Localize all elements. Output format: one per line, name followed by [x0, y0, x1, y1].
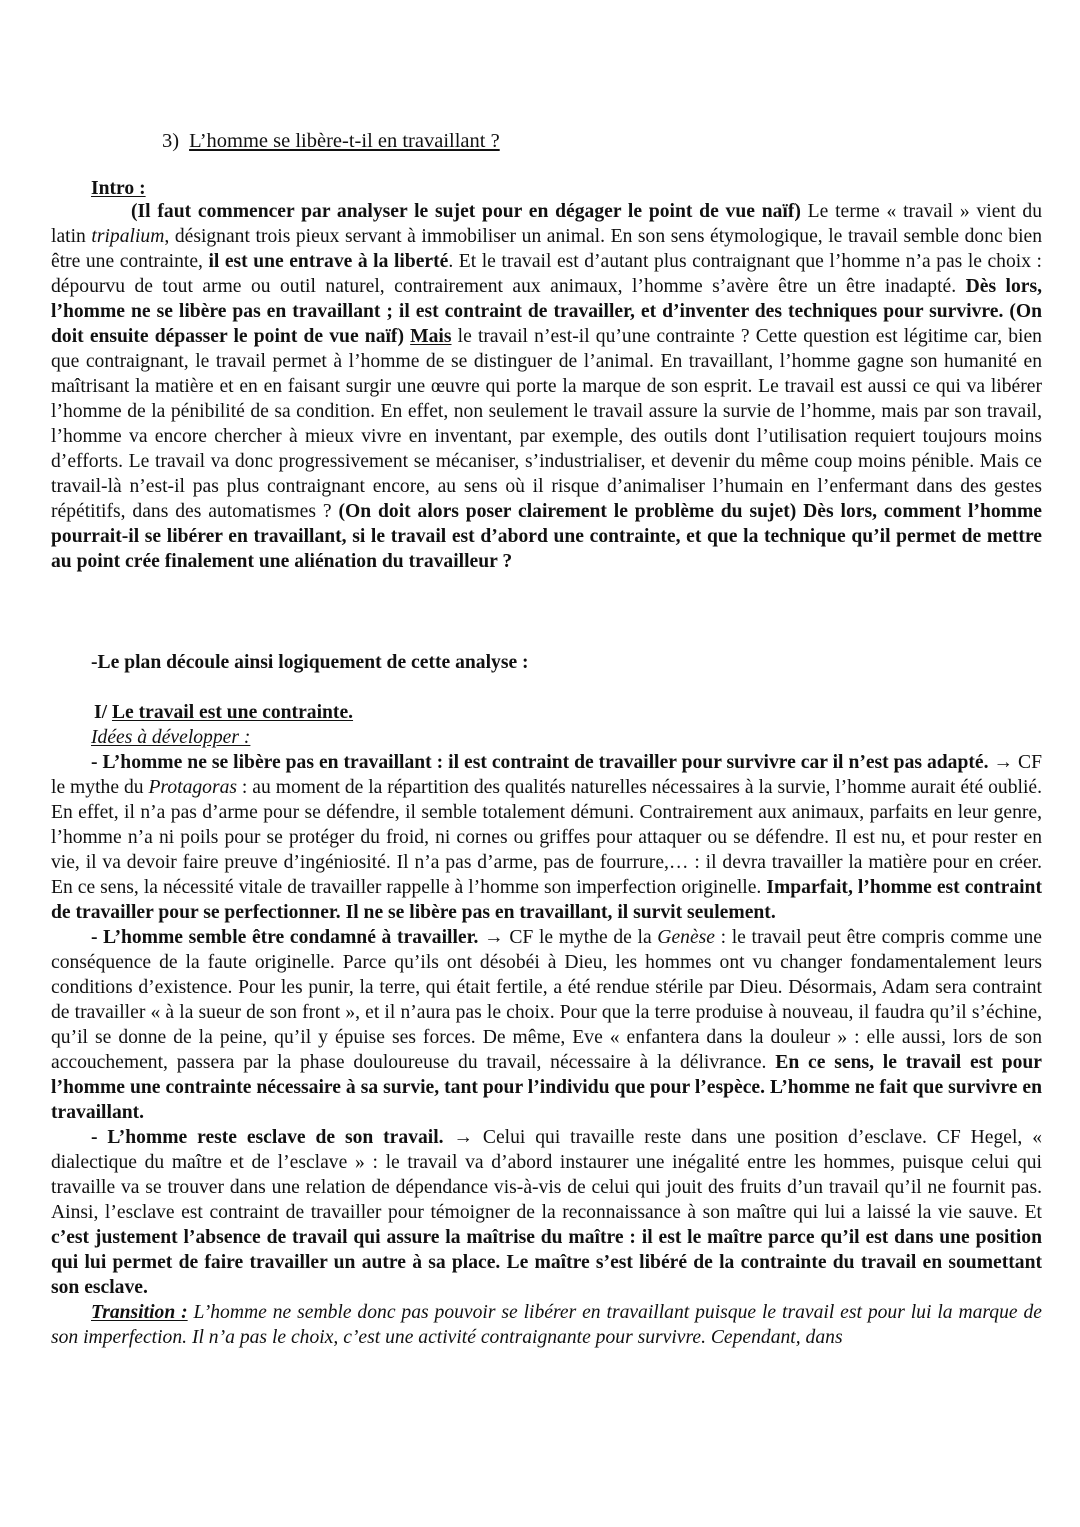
idea-paragraph-hegel — [51, 1125, 1042, 1300]
idea-segment: - L’homme ne se libère pas en travaillant : il est contraint de travailler pour survivre car il n’est pas adapté. — [91, 752, 989, 773]
idea-segment: c’est justement l’absence de travail qui assure la maîtrise du maître : il est le maître parce qu’il est dans une position qui lui permet de faire travailler un autre à sa place. Le maître s’est libéré de la contrainte du travail en soumettant son esclave. — [51, 1227, 1042, 1298]
intro-segment: Dès lors, l’homme ne se libère pas en travaillant ; il est contraint de travailler, et d’inventer des techniques pour survivre. (On doit ensuite dépasser le point de vue naïf) — [51, 276, 1042, 347]
ideas-section — [51, 750, 1042, 1350]
transition-text: L’homme ne semble donc pas pouvoir se libérer en travaillant puisque le travail est pour lui la marque de son imperfection. Il n’a pas le choix, c’est une activité contraignante pour survivre. Cependant, dans — [51, 1302, 1042, 1348]
idea-segment: → CF le mythe de la — [478, 927, 658, 948]
section-title: L’homme se libère-t-il en travaillant ? — [189, 130, 500, 152]
section-heading — [162, 129, 500, 154]
idea-paragraph-genese — [51, 925, 1042, 1125]
ideas-label: Idées à développer : — [91, 727, 251, 748]
idea-segment: Genèse — [657, 927, 715, 948]
intro-label: Intro : — [91, 178, 146, 199]
part-one-title-text: Le travail est une contrainte. — [111, 702, 354, 723]
intro-segment: Mais — [410, 326, 452, 347]
idea-segment: : au moment de la répartition des qualités naturelles nécessaires à la survie, l’homme aurait été oublié. En effet, il n’a pas d’arme pour se défendre, il semble totalement démuni. Contrairement aux animaux, parfaits en leur genre, l’homme n’a ni poils pour se protéger du froid, ni cornes ou griffes pour attaquer ou se défendre. Il est nu, et pour rester en vie, il va devoir faire preuve d’ingéniosité. Il n’a pas d’arme, pas de fourrure,… : il devra travailler la matière pour en créer. En ce sens, la nécessité vitale de travailler rappelle à l’homme son imperfection originelle. — [51, 777, 1043, 898]
idea-segment: - L’homme reste esclave de son travail. — [91, 1127, 444, 1148]
idea-segment: - L’homme semble être condamné à travailler. — [91, 927, 479, 948]
idea-paragraph-protagoras — [51, 750, 1042, 925]
idea-segment: → CF le mythe du — [51, 752, 1042, 798]
idea-segment: → Celui qui travaille reste dans une position d’esclave. CF Hegel, « dialectique du maître et de l’esclave » : le travail va d’abord instaurer une inégalité entre les hommes, puisque celui qui travaille va se trouver dans une relation de dépendance vis-à-vis de celui qui jouit des fruits d’un travail qu’il ne fournit pas. Ainsi, l’esclave est contraint de travailler pour témoigner de la reconnaissance à son maître qui lui a laissé la vie sauve. Et — [51, 1127, 1042, 1223]
plan-line: -Le plan découle ainsi logiquement de cette analyse : — [91, 652, 529, 673]
intro-segment: le travail n’est-il qu’une contrainte ? Cette question est légitime car, bien que contraignant, le travail permet à l’homme de se distinguer de l’animal. En travaillant, l’homme gagne son humanité en maîtrisant la matière et en en faisant surgir une œuvre qui porte la marque de son esprit. Le travail est aussi ce qui va libérer l’homme de la pénibilité de sa condition. En effet, non seulement le travail assure la survie de l’homme, mais par son travail, l’homme va encore chercher à mieux vivre en inventant, par exemple, des outils dont l’utilisation requiert toujours moins d’efforts. Le travail va donc progressivement se mécaniser, s’industrialiser, et devenir du même coup moins pénible. Mais ce travail-là n’est-il pas plus contraignant encore, au sens où il risque d’animaliser l’humain en l’enfermant dans des gestes répétitifs, dans des automatismes ? — [51, 326, 1042, 522]
part-one-prefix: I/ — [94, 702, 112, 723]
intro-segment: Le terme « travail » vient du latin — [51, 201, 1042, 247]
section-number: 3) — [162, 130, 180, 152]
intro-segment: tripalium — [91, 226, 165, 247]
idea-segment: Imparfait, l’homme est contraint de travailler pour se perfectionner. Il ne se libère pas en travaillant, il survit seulement. — [51, 877, 1042, 923]
transition-paragraph — [51, 1300, 1042, 1350]
idea-segment: Protagoras — [148, 777, 238, 798]
intro-segment: il est une entrave à la liberté — [208, 251, 449, 272]
intro-segment: . Et le travail est d’autant plus contraignant que l’homme n’a pas le choix : dépourvu de tout arme ou outil naturel, contrairement aux animaux, l’homme s’avère être un être inadapté. — [51, 251, 1042, 297]
part-one-title — [94, 700, 1080, 725]
intro-segment: (Il faut commencer par analyser le sujet pour en dégager le point de vue naïf) — [131, 201, 801, 222]
intro-segment: , désignant trois pieux servant à immobiliser un animal. En son sens étymologique, le travail semble donc bien être une contrainte, — [51, 226, 1043, 272]
intro-segment: (On doit alors poser clairement le problème du sujet) Dès lors, comment l’homme pourrait-il se libérer en travaillant, si le travail est d’abord une contrainte, et que la technique qu’il permet de mettre au point crée finalement une aliénation du travailleur ? — [51, 501, 1042, 572]
intro-paragraph — [51, 199, 1042, 574]
idea-segment: : le travail peut être compris comme une conséquence de la faute originelle. Parce qu’ils ont désobéi à Dieu, les hommes ont vu changer fondamentalement leurs conditions d’existence. Pour les punir, la terre, qui était fertile, a été rendue stérile par Dieu. Désormais, Adam sera contraint de travailler « à la sueur de son front », et il n’aura pas le choix. Pour que la terre produise à nouveau, il faudra qu’il s’échine, qu’il se donne de la peine, qu’il y épuise ses forces. De même, Eve « enfantera dans la douleur » : elle aussi, lors de son accouchement, passera par la phase douloureuse du travail, nécessaire à la délivrance. — [51, 927, 1042, 1073]
transition-label: Transition : — [91, 1302, 188, 1323]
idea-segment: En ce sens, le travail est pour l’homme une contrainte nécessaire à sa survie, tant pour l’individu que pour l’espèce. L’homme ne fait que survivre en travaillant. — [51, 1052, 1042, 1123]
